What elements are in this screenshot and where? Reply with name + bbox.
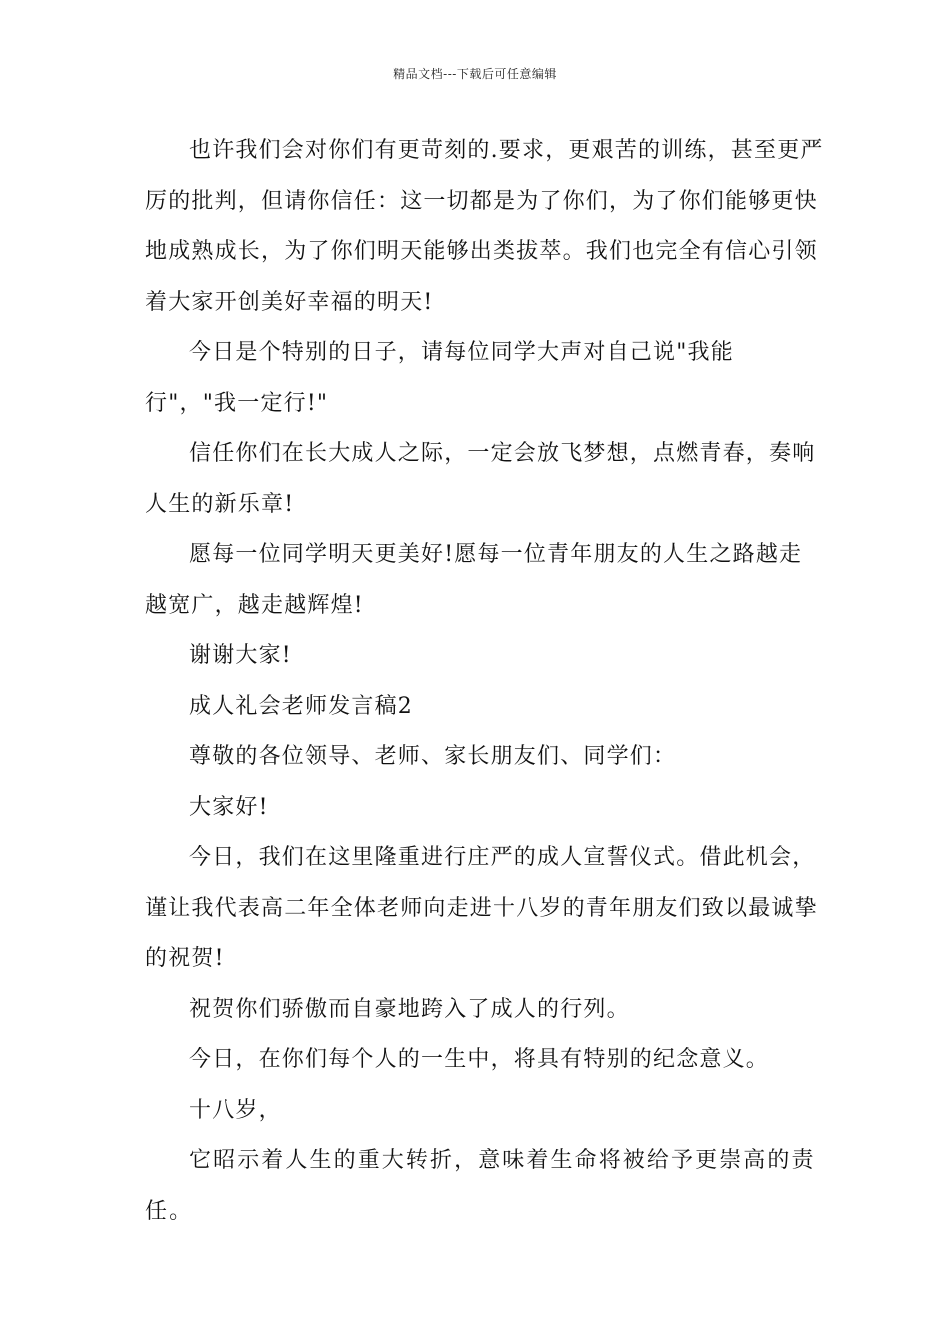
salutation: 尊敬的各位领导、老师、家长朋友们、同学们： <box>189 744 677 769</box>
section-title: 成人礼会老师发言稿2 <box>189 693 413 719</box>
paragraph: 信任你们在长大成人之际，一定会放飞梦想，点燃青春，奏响人生的新乐章! <box>145 441 816 517</box>
paragraph: 今日，在你们每个人的一生中，将具有特别的纪念意义。 <box>189 1047 770 1072</box>
paragraph: 谢谢大家! <box>189 643 292 668</box>
greeting: 大家好! <box>189 794 269 820</box>
paragraph: 也许我们会对你们有更苛刻的.要求，更艰苦的训练，甚至更严厉的批判，但请你信任：这一切都是为了你们，为了你们能够更快地成熟成长，为了你们明天能够出类拔萃。我们也完全有信心引领着大家开创美好幸福的明天! <box>145 138 824 315</box>
paragraph: 今日，我们在这里隆重进行庄严的成人宣誓仪式。借此机会，谨让我代表高二年全体老师向走进十八岁的青年朋友们致以最诚挚的祝贺! <box>145 845 818 971</box>
paragraph: 十八岁， <box>189 1097 282 1123</box>
page-header: 精品文档---下载后可任意编辑 <box>393 67 557 81</box>
paragraph: 祝贺你们骄傲而自豪地跨入了成人的行列。 <box>189 996 630 1022</box>
paragraph: 今日是个特别的日子，请每位同学大声对自己说"我能行"，"我一定行!" <box>145 340 734 416</box>
paragraph: 愿每一位同学明天更美好!愿每一位青年朋友的人生之路越走越宽广，越走越辉煌! <box>145 542 803 618</box>
paragraph: 它昭示着人生的重大转折，意味着生命将被给予更崇高的责任。 <box>145 1148 816 1224</box>
document-body <box>145 126 825 1237</box>
